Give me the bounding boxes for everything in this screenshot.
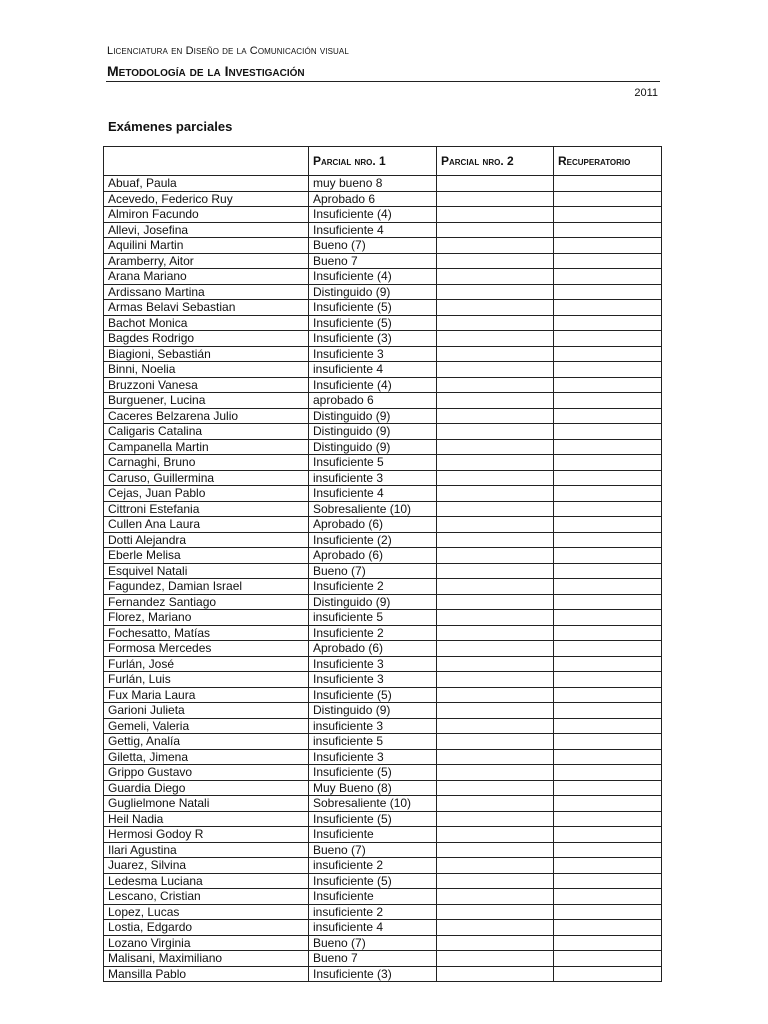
recuperatorio-cell <box>554 517 662 533</box>
recuperatorio-cell <box>554 532 662 548</box>
recuperatorio-cell <box>554 455 662 471</box>
recuperatorio-cell <box>554 393 662 409</box>
table-row <box>104 377 662 393</box>
recuperatorio-cell <box>554 269 662 285</box>
table-row <box>104 687 662 703</box>
recuperatorio-cell <box>554 207 662 223</box>
student-name-cell: Bachot Monica <box>104 315 309 331</box>
table-row <box>104 579 662 595</box>
parcial-1-cell: insuficiente 5 <box>309 734 437 750</box>
table-row <box>104 827 662 843</box>
recuperatorio-cell <box>554 470 662 486</box>
table-row <box>104 331 662 347</box>
column-header-parcial-2: Parcial nro. 2 <box>437 147 554 176</box>
section-title: Exámenes parciales <box>108 119 233 134</box>
column-header-parcial-1: Parcial nro. 1 <box>309 147 437 176</box>
recuperatorio-cell <box>554 238 662 254</box>
table-row <box>104 222 662 238</box>
parcial-2-cell <box>437 377 554 393</box>
recuperatorio-cell <box>554 889 662 905</box>
student-name-cell: Lostia, Edgardo <box>104 920 309 936</box>
table-row <box>104 563 662 579</box>
recuperatorio-cell <box>554 486 662 502</box>
parcial-2-cell <box>437 594 554 610</box>
table-row <box>104 253 662 269</box>
table-row <box>104 594 662 610</box>
table-row <box>104 393 662 409</box>
recuperatorio-cell <box>554 873 662 889</box>
table-row <box>104 920 662 936</box>
course-title: Metodología de la Investigación <box>107 63 305 79</box>
parcial-2-cell <box>437 315 554 331</box>
parcial-2-cell <box>437 873 554 889</box>
table-row <box>104 749 662 765</box>
recuperatorio-cell <box>554 594 662 610</box>
parcial-1-cell: Bueno (7) <box>309 842 437 858</box>
parcial-1-cell: Distinguido (9) <box>309 424 437 440</box>
student-name-cell: Abuaf, Paula <box>104 176 309 192</box>
student-name-cell: Armas Belavi Sebastian <box>104 300 309 316</box>
parcial-1-cell: Insuficiente (3) <box>309 331 437 347</box>
parcial-2-cell <box>437 455 554 471</box>
table-body <box>104 176 662 982</box>
recuperatorio-cell <box>554 222 662 238</box>
recuperatorio-cell <box>554 579 662 595</box>
parcial-1-cell: Aprobado (6) <box>309 548 437 564</box>
parcial-2-cell <box>437 703 554 719</box>
year-label: 2011 <box>634 87 658 99</box>
table-row <box>104 517 662 533</box>
parcial-1-cell: Insuficiente 3 <box>309 656 437 672</box>
parcial-1-cell: Insuficiente 2 <box>309 625 437 641</box>
recuperatorio-cell <box>554 687 662 703</box>
table-row <box>104 734 662 750</box>
parcial-2-cell <box>437 687 554 703</box>
parcial-1-cell: Aprobado (6) <box>309 641 437 657</box>
parcial-2-cell <box>437 889 554 905</box>
parcial-1-cell: Insuficiente (5) <box>309 300 437 316</box>
parcial-1-cell: Insuficiente (4) <box>309 269 437 285</box>
parcial-2-cell <box>437 222 554 238</box>
table-row <box>104 625 662 641</box>
table-row <box>104 486 662 502</box>
parcial-1-cell: Insuficiente <box>309 889 437 905</box>
table-row <box>104 408 662 424</box>
student-name-cell: Gemeli, Valeria <box>104 718 309 734</box>
parcial-2-cell <box>437 920 554 936</box>
table-row <box>104 780 662 796</box>
parcial-2-cell <box>437 176 554 192</box>
student-name-cell: Aramberry, Aitor <box>104 253 309 269</box>
parcial-1-cell: Distinguido (9) <box>309 439 437 455</box>
student-name-cell: Carnaghi, Bruno <box>104 455 309 471</box>
recuperatorio-cell <box>554 331 662 347</box>
recuperatorio-cell <box>554 424 662 440</box>
table-row <box>104 362 662 378</box>
recuperatorio-cell <box>554 842 662 858</box>
table-row <box>104 811 662 827</box>
student-name-cell: Almiron Facundo <box>104 207 309 223</box>
table-row <box>104 656 662 672</box>
student-name-cell: Fagundez, Damian Israel <box>104 579 309 595</box>
recuperatorio-cell <box>554 796 662 812</box>
parcial-1-cell: Insuficiente (3) <box>309 966 437 982</box>
student-name-cell: Gettig, Analía <box>104 734 309 750</box>
parcial-1-cell: Insuficiente 2 <box>309 579 437 595</box>
parcial-1-cell: Bueno (7) <box>309 238 437 254</box>
student-name-cell: Aquilini Martin <box>104 238 309 254</box>
parcial-2-cell <box>437 749 554 765</box>
table-row <box>104 346 662 362</box>
parcial-2-cell <box>437 765 554 781</box>
parcial-1-cell: insuficiente 4 <box>309 920 437 936</box>
recuperatorio-cell <box>554 966 662 982</box>
parcial-2-cell <box>437 269 554 285</box>
parcial-2-cell <box>437 439 554 455</box>
table-header-row <box>104 147 662 176</box>
student-name-cell: Lescano, Cristian <box>104 889 309 905</box>
recuperatorio-cell <box>554 253 662 269</box>
recuperatorio-cell <box>554 749 662 765</box>
header-rule <box>106 81 660 82</box>
parcial-2-cell <box>437 300 554 316</box>
recuperatorio-cell <box>554 780 662 796</box>
parcial-1-cell: Bueno 7 <box>309 253 437 269</box>
student-name-cell: Ilari Agustina <box>104 842 309 858</box>
recuperatorio-cell <box>554 563 662 579</box>
table-row <box>104 672 662 688</box>
table-row <box>104 718 662 734</box>
parcial-2-cell <box>437 811 554 827</box>
parcial-1-cell: Aprobado (6) <box>309 517 437 533</box>
student-name-cell: Formosa Mercedes <box>104 641 309 657</box>
parcial-1-cell: insuficiente 2 <box>309 904 437 920</box>
table-row <box>104 873 662 889</box>
parcial-2-cell <box>437 656 554 672</box>
student-name-cell: Lopez, Lucas <box>104 904 309 920</box>
parcial-2-cell <box>437 579 554 595</box>
parcial-1-cell: Distinguido (9) <box>309 703 437 719</box>
student-name-cell: Arana Mariano <box>104 269 309 285</box>
recuperatorio-cell <box>554 811 662 827</box>
table-row <box>104 455 662 471</box>
column-header-recuperatorio: Recuperatorio <box>554 147 662 176</box>
parcial-1-cell: insuficiente 3 <box>309 470 437 486</box>
parcial-2-cell <box>437 935 554 951</box>
table-row <box>104 703 662 719</box>
student-name-cell: Esquivel Natali <box>104 563 309 579</box>
table-row <box>104 300 662 316</box>
table-row <box>104 935 662 951</box>
parcial-2-cell <box>437 827 554 843</box>
recuperatorio-cell <box>554 377 662 393</box>
parcial-1-cell: Muy Bueno (8) <box>309 780 437 796</box>
recuperatorio-cell <box>554 656 662 672</box>
table-row <box>104 532 662 548</box>
parcial-2-cell <box>437 718 554 734</box>
recuperatorio-cell <box>554 346 662 362</box>
recuperatorio-cell <box>554 548 662 564</box>
student-name-cell: Grippo Gustavo <box>104 765 309 781</box>
parcial-1-cell: Distinguido (9) <box>309 408 437 424</box>
parcial-1-cell: insuficiente 3 <box>309 718 437 734</box>
student-name-cell: Guglielmone Natali <box>104 796 309 812</box>
student-name-cell: Furlán, Luis <box>104 672 309 688</box>
parcial-2-cell <box>437 563 554 579</box>
student-name-cell: Eberle Melisa <box>104 548 309 564</box>
parcial-1-cell: Insuficiente (5) <box>309 765 437 781</box>
parcial-1-cell: Insuficiente <box>309 827 437 843</box>
student-name-cell: Biagioni, Sebastián <box>104 346 309 362</box>
student-name-cell: Garioni Julieta <box>104 703 309 719</box>
table-row <box>104 548 662 564</box>
parcial-2-cell <box>437 625 554 641</box>
parcial-1-cell: Aprobado 6 <box>309 191 437 207</box>
student-name-cell: Cejas, Juan Pablo <box>104 486 309 502</box>
table-row <box>104 765 662 781</box>
student-name-cell: Malisani, Maximiliano <box>104 951 309 967</box>
parcial-2-cell <box>437 238 554 254</box>
parcial-1-cell: Bueno (7) <box>309 935 437 951</box>
recuperatorio-cell <box>554 765 662 781</box>
recuperatorio-cell <box>554 191 662 207</box>
parcial-2-cell <box>437 470 554 486</box>
student-name-cell: Burguener, Lucina <box>104 393 309 409</box>
parcial-1-cell: Bueno (7) <box>309 563 437 579</box>
parcial-1-cell: Insuficiente (5) <box>309 315 437 331</box>
recuperatorio-cell <box>554 951 662 967</box>
recuperatorio-cell <box>554 362 662 378</box>
parcial-1-cell: Insuficiente 3 <box>309 672 437 688</box>
student-name-cell: Juarez, Silvina <box>104 858 309 874</box>
recuperatorio-cell <box>554 315 662 331</box>
table-row <box>104 966 662 982</box>
table-row <box>104 191 662 207</box>
student-name-cell: Campanella Martin <box>104 439 309 455</box>
table-row <box>104 501 662 517</box>
parcial-2-cell <box>437 362 554 378</box>
parcial-2-cell <box>437 517 554 533</box>
student-name-cell: Acevedo, Federico Ruy <box>104 191 309 207</box>
recuperatorio-cell <box>554 284 662 300</box>
parcial-1-cell: insuficiente 5 <box>309 610 437 626</box>
recuperatorio-cell <box>554 718 662 734</box>
student-name-cell: Caligaris Catalina <box>104 424 309 440</box>
recuperatorio-cell <box>554 439 662 455</box>
table-row <box>104 238 662 254</box>
recuperatorio-cell <box>554 625 662 641</box>
student-name-cell: Caceres Belzarena Julio <box>104 408 309 424</box>
student-name-cell: Fux Maria Laura <box>104 687 309 703</box>
parcial-2-cell <box>437 780 554 796</box>
parcial-1-cell: muy bueno 8 <box>309 176 437 192</box>
parcial-2-cell <box>437 966 554 982</box>
parcial-1-cell: Insuficiente 5 <box>309 455 437 471</box>
table-row <box>104 610 662 626</box>
table-row <box>104 315 662 331</box>
student-name-cell: Fochesatto, Matías <box>104 625 309 641</box>
column-header-student <box>104 147 309 176</box>
student-name-cell: Furlán, José <box>104 656 309 672</box>
table-row <box>104 470 662 486</box>
parcial-2-cell <box>437 284 554 300</box>
recuperatorio-cell <box>554 501 662 517</box>
parcial-1-cell: Distinguido (9) <box>309 594 437 610</box>
parcial-1-cell: Bueno 7 <box>309 951 437 967</box>
student-name-cell: Ledesma Luciana <box>104 873 309 889</box>
parcial-2-cell <box>437 408 554 424</box>
parcial-2-cell <box>437 191 554 207</box>
recuperatorio-cell <box>554 935 662 951</box>
student-name-cell: Heil Nadia <box>104 811 309 827</box>
parcial-2-cell <box>437 672 554 688</box>
parcial-2-cell <box>437 253 554 269</box>
recuperatorio-cell <box>554 300 662 316</box>
student-name-cell: Bagdes Rodrigo <box>104 331 309 347</box>
student-name-cell: Caruso, Guillermina <box>104 470 309 486</box>
parcial-2-cell <box>437 904 554 920</box>
table-row <box>104 889 662 905</box>
table-row <box>104 904 662 920</box>
parcial-2-cell <box>437 501 554 517</box>
table-row <box>104 176 662 192</box>
student-name-cell: Allevi, Josefina <box>104 222 309 238</box>
parcial-1-cell: aprobado 6 <box>309 393 437 409</box>
student-name-cell: Fernandez Santiago <box>104 594 309 610</box>
parcial-1-cell: Insuficiente (5) <box>309 873 437 889</box>
student-name-cell: Lozano Virginia <box>104 935 309 951</box>
parcial-2-cell <box>437 796 554 812</box>
student-name-cell: Cittroni Estefania <box>104 501 309 517</box>
table-row <box>104 842 662 858</box>
parcial-2-cell <box>437 858 554 874</box>
parcial-1-cell: Insuficiente 4 <box>309 486 437 502</box>
table-row <box>104 424 662 440</box>
table-row <box>104 439 662 455</box>
table-row <box>104 858 662 874</box>
recuperatorio-cell <box>554 408 662 424</box>
parcial-2-cell <box>437 346 554 362</box>
recuperatorio-cell <box>554 904 662 920</box>
parcial-1-cell: insuficiente 4 <box>309 362 437 378</box>
student-name-cell: Bruzzoni Vanesa <box>104 377 309 393</box>
parcial-2-cell <box>437 610 554 626</box>
table-row <box>104 269 662 285</box>
parcial-2-cell <box>437 842 554 858</box>
parcial-2-cell <box>437 486 554 502</box>
recuperatorio-cell <box>554 827 662 843</box>
recuperatorio-cell <box>554 641 662 657</box>
table-row <box>104 641 662 657</box>
course-subtitle: Licenciatura en Diseño de la Comunicación visual <box>107 45 349 57</box>
parcial-2-cell <box>437 331 554 347</box>
grades-table <box>103 146 662 982</box>
table-row <box>104 951 662 967</box>
table-row <box>104 284 662 300</box>
parcial-2-cell <box>437 207 554 223</box>
parcial-1-cell: insuficiente 2 <box>309 858 437 874</box>
parcial-1-cell: Distinguido (9) <box>309 284 437 300</box>
student-name-cell: Ardissano Martina <box>104 284 309 300</box>
student-name-cell: Guardia Diego <box>104 780 309 796</box>
recuperatorio-cell <box>554 176 662 192</box>
parcial-1-cell: Insuficiente 4 <box>309 222 437 238</box>
parcial-1-cell: Insuficiente 3 <box>309 749 437 765</box>
parcial-1-cell: Insuficiente (4) <box>309 207 437 223</box>
student-name-cell: Florez, Mariano <box>104 610 309 626</box>
parcial-2-cell <box>437 532 554 548</box>
parcial-1-cell: Insuficiente 3 <box>309 346 437 362</box>
table-row <box>104 207 662 223</box>
student-name-cell: Binni, Noelia <box>104 362 309 378</box>
parcial-1-cell: Sobresaliente (10) <box>309 501 437 517</box>
student-name-cell: Mansilla Pablo <box>104 966 309 982</box>
parcial-1-cell: Sobresaliente (10) <box>309 796 437 812</box>
parcial-2-cell <box>437 641 554 657</box>
recuperatorio-cell <box>554 672 662 688</box>
table-row <box>104 796 662 812</box>
recuperatorio-cell <box>554 703 662 719</box>
recuperatorio-cell <box>554 858 662 874</box>
student-name-cell: Dotti Alejandra <box>104 532 309 548</box>
recuperatorio-cell <box>554 610 662 626</box>
recuperatorio-cell <box>554 734 662 750</box>
parcial-2-cell <box>437 548 554 564</box>
recuperatorio-cell <box>554 920 662 936</box>
parcial-2-cell <box>437 393 554 409</box>
parcial-2-cell <box>437 734 554 750</box>
parcial-1-cell: Insuficiente (5) <box>309 687 437 703</box>
student-name-cell: Cullen Ana Laura <box>104 517 309 533</box>
parcial-2-cell <box>437 424 554 440</box>
parcial-1-cell: Insuficiente (5) <box>309 811 437 827</box>
student-name-cell: Hermosi Godoy R <box>104 827 309 843</box>
parcial-1-cell: Insuficiente (4) <box>309 377 437 393</box>
student-name-cell: Giletta, Jimena <box>104 749 309 765</box>
parcial-2-cell <box>437 951 554 967</box>
parcial-1-cell: Insuficiente (2) <box>309 532 437 548</box>
